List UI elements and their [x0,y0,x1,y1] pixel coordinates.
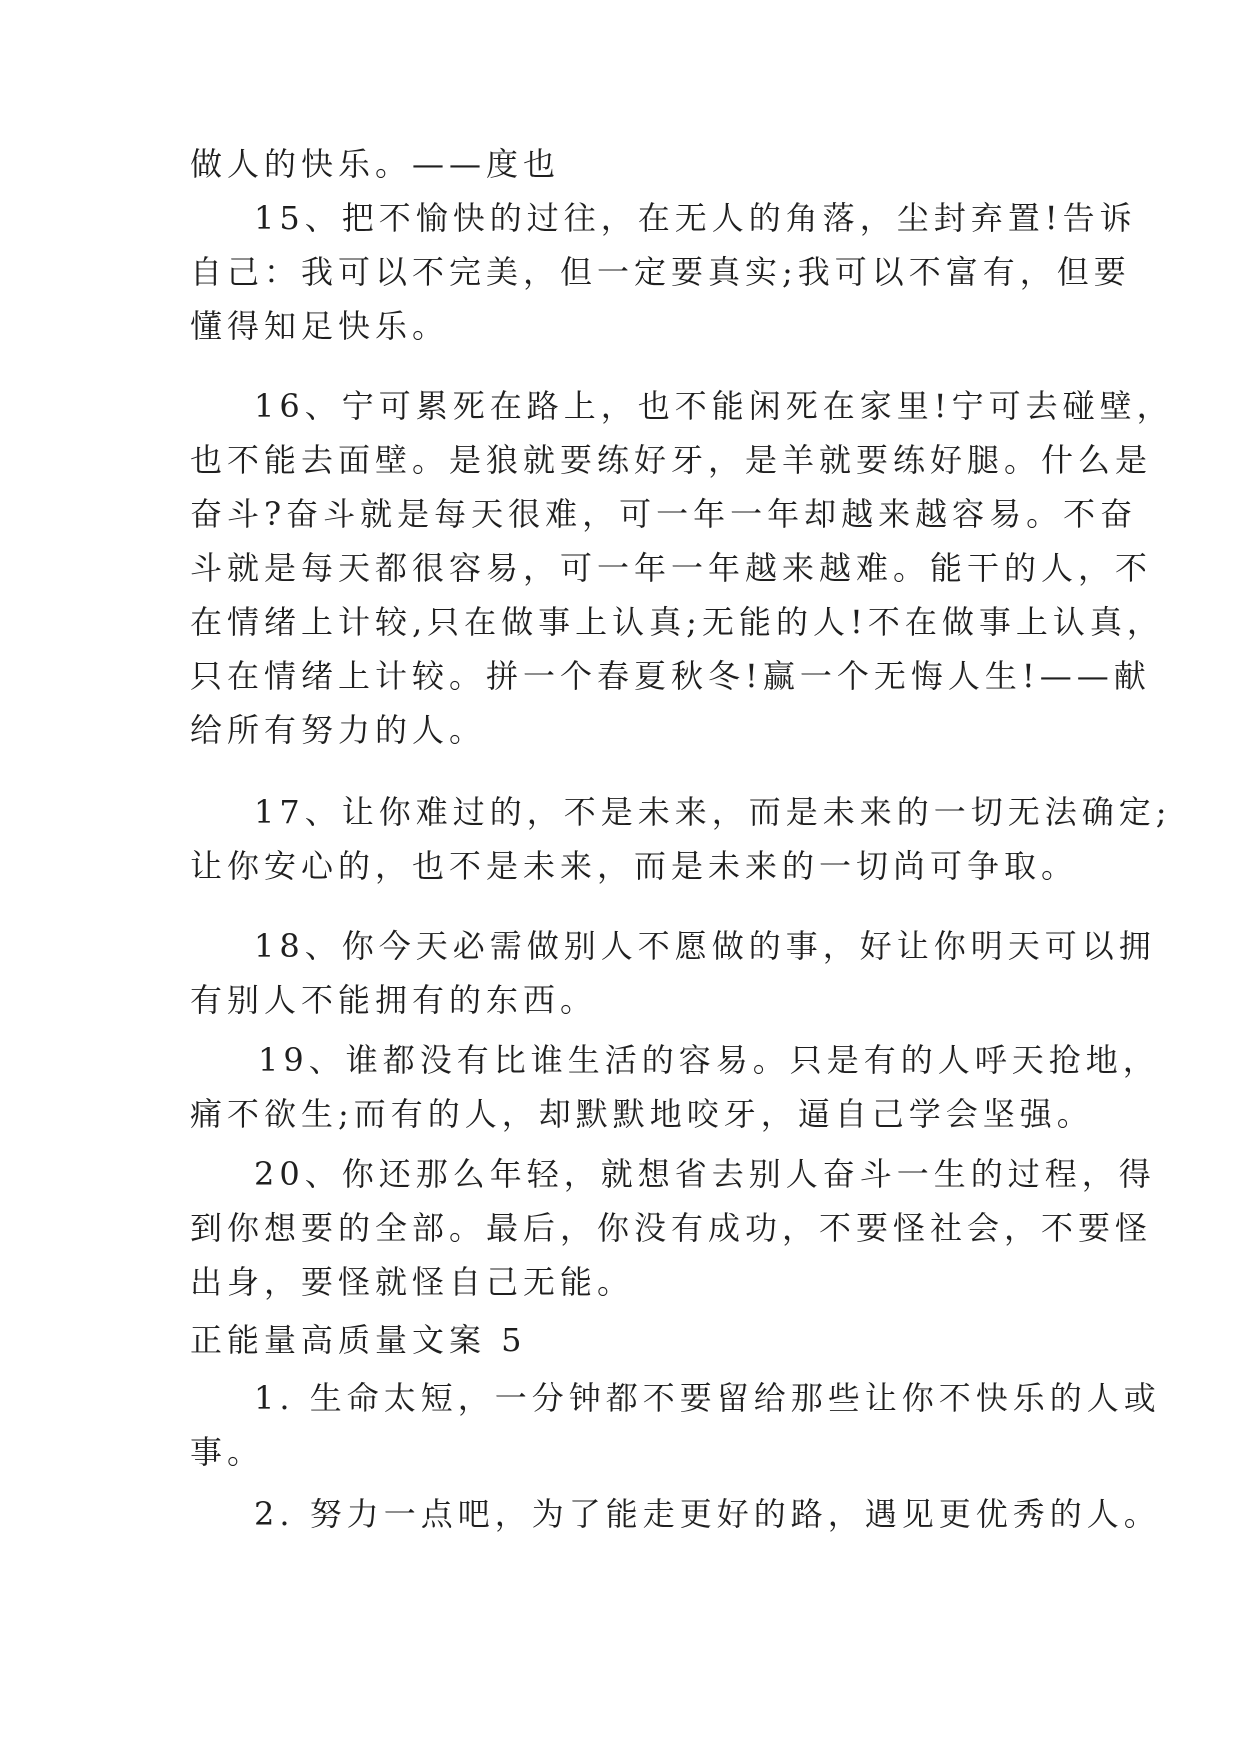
paragraph-15-first-line: 15、把不愉快的过往，在无人的角落，尘封弃置!告诉 [254,199,1137,237]
paragraph-line: 做人的快乐。——度也 [190,145,561,183]
paragraph-17-first-line: 17、让你难过的，不是未来，而是未来的一切无法确定; [254,793,1172,831]
paragraph-20-first-line: 20、你还那么年轻，就想省去别人奋斗一生的过程，得 [254,1155,1156,1193]
paragraph-line: 出身，要怪就怪自己无能。 [190,1263,635,1301]
paragraph-line: 到你想要的全部。最后，你没有成功，不要怪社会，不要怪 [190,1209,1153,1247]
paragraph-line: 在情绪上计较,只在做事上认真;无能的人!不在做事上认真， [190,603,1164,641]
paragraph-16-first-line: 16、宁可累死在路上，也不能闲死在家里!宁可去碰壁， [254,387,1174,425]
paragraph-line: 让你安心的，也不是未来，而是未来的一切尚可争取。 [190,847,1079,885]
paragraph-line: 也不能去面壁。是狼就要练好牙，是羊就要练好腿。什么是 [190,441,1153,479]
paragraph-line: 自己：我可以不完美，但一定要真实;我可以不富有，但要 [190,253,1131,291]
paragraph-line: 懂得知足快乐。 [190,307,450,345]
paragraph-line: 奋斗?奋斗就是每天很难，可一年一年却越来越容易。不奋 [190,495,1138,533]
paragraph-line: 只在情绪上计较。拼一个春夏秋冬!赢一个无悔人生!——献 [190,657,1151,695]
paragraph-line: 给所有努力的人。 [190,711,487,749]
section-item-1-first-line: 1. 生命太短，一分钟都不要留给那些让你不快乐的人或 [254,1379,1161,1417]
section-item-line: 事。 [190,1433,265,1471]
paragraph-line: 斗就是每天都很容易，可一年一年越来越难。能干的人，不 [190,549,1153,587]
paragraph-line: 有别人不能拥有的东西。 [190,981,598,1019]
paragraph-18-first-line: 18、你今天必需做别人不愿做的事，好让你明天可以拥 [254,927,1156,965]
section-heading: 正能量高质量文案 5 [190,1321,527,1359]
section-item-2-first-line: 2. 努力一点吧，为了能走更好的路，遇见更优秀的人。 [254,1495,1161,1533]
paragraph-line: 痛不欲生;而有的人，却默默地咬牙，逼自己学会坚强。 [190,1095,1094,1133]
paragraph-19-first-line: 19、谁都没有比谁生活的容易。只是有的人呼天抢地， [258,1041,1160,1079]
